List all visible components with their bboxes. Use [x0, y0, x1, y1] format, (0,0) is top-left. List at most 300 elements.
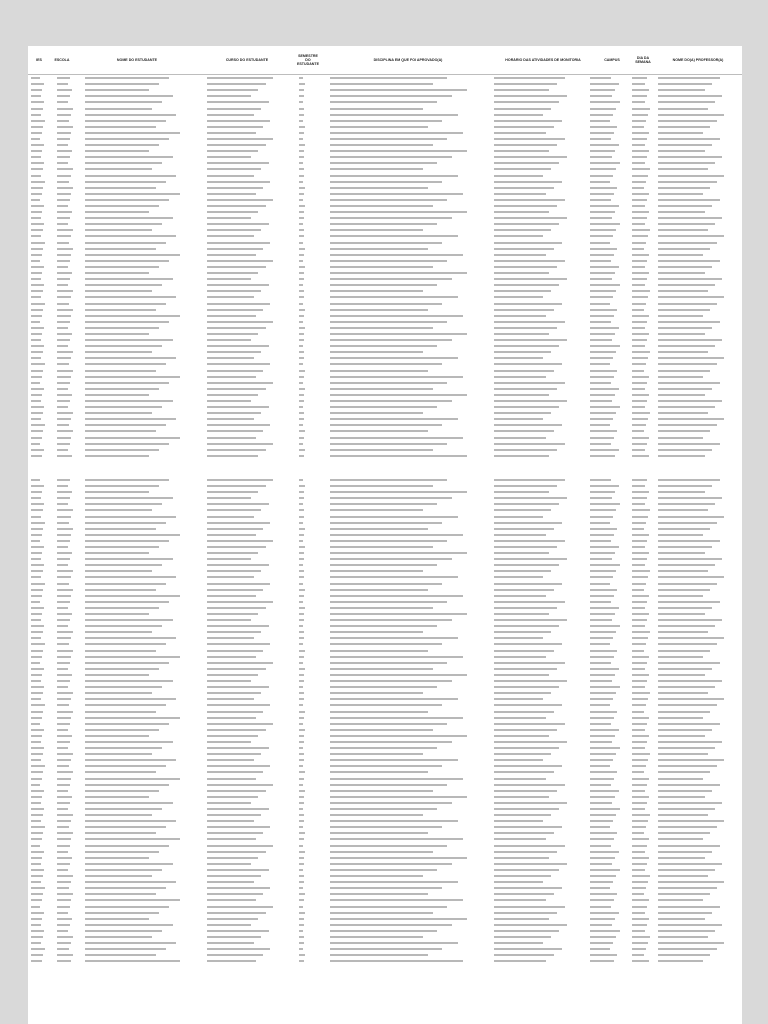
- cell-ies-placeholder: [31, 430, 51, 432]
- unreadable-text-bar: [330, 832, 428, 834]
- unreadable-text-bar: [31, 826, 45, 828]
- unreadable-text-bar: [632, 181, 646, 183]
- unreadable-text-bar: [590, 723, 611, 725]
- cell-disciplina-placeholder: [330, 906, 488, 908]
- cell-campus-placeholder: [590, 315, 627, 317]
- cell-nome-estudante-placeholder: [85, 388, 200, 390]
- cell-campus-placeholder: [590, 156, 627, 158]
- unreadable-text-bar: [590, 832, 618, 834]
- cell-professor-placeholder: [658, 503, 739, 505]
- unreadable-text-bar: [207, 162, 269, 164]
- cell-disciplina-placeholder: [330, 211, 488, 213]
- cell-ies-placeholder: [31, 948, 51, 950]
- header-cell-semestre: SEMESTRE DO ESTUDANTE: [297, 53, 319, 67]
- unreadable-text-bar: [330, 491, 467, 493]
- unreadable-text-bar: [658, 235, 724, 237]
- unreadable-text-bar: [299, 814, 305, 816]
- unreadable-text-bar: [85, 662, 169, 664]
- cell-campus-placeholder: [590, 589, 627, 591]
- cell-nome-estudante-placeholder: [85, 607, 200, 609]
- cell-dia-semana-placeholder: [632, 187, 652, 189]
- cell-professor-placeholder: [658, 564, 739, 566]
- unreadable-text-bar: [330, 875, 423, 877]
- unreadable-text-bar: [330, 345, 437, 347]
- cell-semestre-placeholder: [299, 881, 325, 883]
- cell-campus-placeholder: [590, 570, 627, 572]
- cell-disciplina-placeholder: [330, 248, 488, 250]
- unreadable-text-bar: [207, 351, 261, 353]
- unreadable-text-bar: [590, 814, 617, 816]
- cell-disciplina-placeholder: [330, 650, 488, 652]
- unreadable-text-bar: [207, 443, 273, 445]
- cell-campus-placeholder: [590, 229, 627, 231]
- unreadable-text-bar: [590, 455, 616, 457]
- cell-horario-placeholder: [494, 613, 584, 615]
- cell-semestre-placeholder: [299, 248, 325, 250]
- unreadable-text-bar: [207, 83, 266, 85]
- unreadable-text-bar: [31, 333, 42, 335]
- cell-nome-estudante-placeholder: [85, 717, 200, 719]
- unreadable-text-bar: [31, 108, 43, 110]
- cell-disciplina-placeholder: [330, 89, 488, 91]
- cell-curso-placeholder: [207, 930, 293, 932]
- cell-horario-placeholder: [494, 930, 584, 932]
- cell-campus-placeholder: [590, 802, 627, 804]
- cell-escola-placeholder: [57, 906, 79, 908]
- cell-horario-placeholder: [494, 631, 584, 633]
- cell-professor-placeholder: [658, 406, 739, 408]
- cell-horario-placeholder: [494, 126, 584, 128]
- unreadable-text-bar: [57, 242, 69, 244]
- cell-disciplina-placeholder: [330, 278, 488, 280]
- cell-professor-placeholder: [658, 449, 739, 451]
- cell-horario-placeholder: [494, 656, 584, 658]
- unreadable-text-bar: [31, 376, 42, 378]
- unreadable-text-bar: [31, 199, 40, 201]
- cell-semestre-placeholder: [299, 424, 325, 426]
- cell-escola-placeholder: [57, 485, 79, 487]
- cell-curso-placeholder: [207, 662, 293, 664]
- unreadable-text-bar: [57, 89, 72, 91]
- unreadable-text-bar: [299, 613, 305, 615]
- unreadable-text-bar: [207, 838, 257, 840]
- cell-semestre-placeholder: [299, 144, 325, 146]
- unreadable-text-bar: [590, 619, 612, 621]
- cell-nome-estudante-placeholder: [85, 796, 200, 798]
- unreadable-text-bar: [632, 497, 647, 499]
- unreadable-text-bar: [299, 607, 305, 609]
- unreadable-text-bar: [85, 254, 180, 256]
- cell-horario-placeholder: [494, 509, 584, 511]
- unreadable-text-bar: [207, 309, 264, 311]
- cell-campus-placeholder: [590, 674, 627, 676]
- cell-disciplina-placeholder: [330, 455, 488, 457]
- unreadable-text-bar: [658, 869, 714, 871]
- cell-campus-placeholder: [590, 759, 627, 761]
- cell-escola-placeholder: [57, 619, 79, 621]
- cell-horario-placeholder: [494, 540, 584, 542]
- unreadable-text-bar: [494, 692, 551, 694]
- cell-nome-estudante-placeholder: [85, 686, 200, 688]
- unreadable-text-bar: [330, 449, 432, 451]
- cell-escola-placeholder: [57, 802, 79, 804]
- cell-semestre-placeholder: [299, 869, 325, 871]
- cell-curso-placeholder: [207, 437, 293, 439]
- cell-curso-placeholder: [207, 430, 293, 432]
- unreadable-text-bar: [207, 790, 266, 792]
- unreadable-text-bar: [658, 284, 714, 286]
- cell-ies-placeholder: [31, 235, 51, 237]
- cell-escola-placeholder: [57, 95, 79, 97]
- unreadable-text-bar: [299, 759, 304, 761]
- cell-dia-semana-placeholder: [632, 144, 652, 146]
- unreadable-text-bar: [57, 546, 68, 548]
- unreadable-text-bar: [590, 778, 615, 780]
- unreadable-text-bar: [207, 235, 254, 237]
- unreadable-text-bar: [57, 589, 73, 591]
- unreadable-text-bar: [85, 576, 176, 578]
- unreadable-text-bar: [85, 150, 148, 152]
- unreadable-text-bar: [31, 778, 42, 780]
- unreadable-text-bar: [31, 321, 40, 323]
- cell-escola-placeholder: [57, 114, 79, 116]
- cell-professor-placeholder: [658, 741, 739, 743]
- unreadable-text-bar: [590, 863, 612, 865]
- unreadable-text-bar: [57, 491, 72, 493]
- unreadable-text-bar: [31, 522, 45, 524]
- cell-ies-placeholder: [31, 942, 51, 944]
- unreadable-text-bar: [330, 138, 447, 140]
- unreadable-text-bar: [658, 437, 702, 439]
- unreadable-text-bar: [207, 138, 273, 140]
- cell-ies-placeholder: [31, 509, 51, 511]
- unreadable-text-bar: [494, 759, 543, 761]
- unreadable-text-bar: [299, 826, 303, 828]
- unreadable-text-bar: [85, 315, 180, 317]
- cell-professor-placeholder: [658, 637, 739, 639]
- cell-professor-placeholder: [658, 851, 739, 853]
- unreadable-text-bar: [658, 108, 707, 110]
- unreadable-text-bar: [57, 418, 71, 420]
- unreadable-text-bar: [330, 321, 447, 323]
- unreadable-text-bar: [658, 83, 712, 85]
- unreadable-text-bar: [658, 522, 717, 524]
- unreadable-text-bar: [590, 424, 610, 426]
- cell-escola-placeholder: [57, 717, 79, 719]
- cell-campus-placeholder: [590, 455, 627, 457]
- cell-escola-placeholder: [57, 382, 79, 384]
- unreadable-text-bar: [299, 229, 305, 231]
- unreadable-text-bar: [85, 583, 166, 585]
- unreadable-text-bar: [31, 765, 45, 767]
- unreadable-text-bar: [207, 717, 257, 719]
- unreadable-text-bar: [494, 948, 562, 950]
- cell-disciplina-placeholder: [330, 723, 488, 725]
- unreadable-text-bar: [330, 388, 432, 390]
- cell-curso-placeholder: [207, 802, 293, 804]
- unreadable-text-bar: [57, 193, 71, 195]
- cell-disciplina-placeholder: [330, 363, 488, 365]
- cell-curso-placeholder: [207, 345, 293, 347]
- cell-nome-estudante-placeholder: [85, 619, 200, 621]
- unreadable-text-bar: [207, 924, 252, 926]
- unreadable-text-bar: [632, 491, 649, 493]
- cell-professor-placeholder: [658, 832, 739, 834]
- cell-dia-semana-placeholder: [632, 625, 652, 627]
- cell-disciplina-placeholder: [330, 765, 488, 767]
- unreadable-text-bar: [658, 595, 702, 597]
- unreadable-text-bar: [207, 692, 261, 694]
- cell-curso-placeholder: [207, 826, 293, 828]
- cell-campus-placeholder: [590, 120, 627, 122]
- unreadable-text-bar: [658, 120, 717, 122]
- unreadable-text-bar: [299, 168, 305, 170]
- unreadable-text-bar: [494, 936, 551, 938]
- unreadable-text-bar: [590, 790, 619, 792]
- cell-professor-placeholder: [658, 108, 739, 110]
- header-cell-campus: CAMPUS: [604, 57, 620, 62]
- cell-nome-estudante-placeholder: [85, 205, 200, 207]
- cell-professor-placeholder: [658, 942, 739, 944]
- cell-campus-placeholder: [590, 357, 627, 359]
- unreadable-text-bar: [590, 796, 616, 798]
- cell-nome-estudante-placeholder: [85, 912, 200, 914]
- cell-horario-placeholder: [494, 101, 584, 103]
- cell-semestre-placeholder: [299, 814, 325, 816]
- unreadable-text-bar: [632, 205, 644, 207]
- cell-disciplina-placeholder: [330, 540, 488, 542]
- cell-semestre-placeholder: [299, 229, 325, 231]
- cell-semestre-placeholder: [299, 345, 325, 347]
- unreadable-text-bar: [658, 382, 719, 384]
- unreadable-text-bar: [632, 753, 650, 755]
- cell-campus-placeholder: [590, 893, 627, 895]
- unreadable-text-bar: [632, 327, 644, 329]
- unreadable-text-bar: [57, 223, 68, 225]
- unreadable-text-bar: [590, 357, 613, 359]
- cell-semestre-placeholder: [299, 906, 325, 908]
- cell-professor-placeholder: [658, 205, 739, 207]
- unreadable-text-bar: [658, 168, 707, 170]
- cell-curso-placeholder: [207, 491, 293, 493]
- cell-ies-placeholder: [31, 522, 51, 524]
- unreadable-text-bar: [57, 741, 70, 743]
- cell-campus-placeholder: [590, 637, 627, 639]
- cell-curso-placeholder: [207, 936, 293, 938]
- header-cell-ies: IES: [36, 57, 42, 62]
- unreadable-text-bar: [330, 625, 437, 627]
- unreadable-text-bar: [57, 150, 72, 152]
- unreadable-text-bar: [330, 77, 447, 79]
- unreadable-text-bar: [207, 205, 266, 207]
- cell-campus-placeholder: [590, 845, 627, 847]
- unreadable-text-bar: [85, 242, 166, 244]
- cell-dia-semana-placeholder: [632, 589, 652, 591]
- cell-campus-placeholder: [590, 199, 627, 201]
- cell-curso-placeholder: [207, 808, 293, 810]
- unreadable-text-bar: [31, 114, 41, 116]
- cell-semestre-placeholder: [299, 254, 325, 256]
- unreadable-text-bar: [330, 637, 458, 639]
- cell-disciplina-placeholder: [330, 150, 488, 152]
- unreadable-text-bar: [57, 388, 68, 390]
- cell-horario-placeholder: [494, 546, 584, 548]
- cell-disciplina-placeholder: [330, 808, 488, 810]
- cell-curso-placeholder: [207, 376, 293, 378]
- cell-campus-placeholder: [590, 296, 627, 298]
- cell-dia-semana-placeholder: [632, 558, 652, 560]
- cell-semestre-placeholder: [299, 948, 325, 950]
- cell-semestre-placeholder: [299, 327, 325, 329]
- unreadable-text-bar: [494, 765, 562, 767]
- unreadable-text-bar: [330, 168, 423, 170]
- unreadable-text-bar: [658, 881, 724, 883]
- unreadable-text-bar: [31, 631, 43, 633]
- cell-escola-placeholder: [57, 345, 79, 347]
- cell-horario-placeholder: [494, 479, 584, 481]
- unreadable-text-bar: [330, 303, 442, 305]
- cell-dia-semana-placeholder: [632, 540, 652, 542]
- unreadable-text-bar: [632, 863, 647, 865]
- unreadable-text-bar: [57, 430, 73, 432]
- unreadable-text-bar: [207, 437, 257, 439]
- cell-professor-placeholder: [658, 826, 739, 828]
- unreadable-text-bar: [299, 315, 304, 317]
- unreadable-text-bar: [31, 217, 41, 219]
- unreadable-text-bar: [85, 175, 176, 177]
- cell-nome-estudante-placeholder: [85, 333, 200, 335]
- unreadable-text-bar: [31, 735, 42, 737]
- cell-disciplina-placeholder: [330, 382, 488, 384]
- unreadable-text-bar: [207, 619, 252, 621]
- cell-dia-semana-placeholder: [632, 771, 652, 773]
- cell-horario-placeholder: [494, 412, 584, 414]
- unreadable-text-bar: [494, 595, 546, 597]
- cell-ies-placeholder: [31, 857, 51, 859]
- unreadable-text-bar: [207, 333, 259, 335]
- unreadable-text-bar: [207, 229, 261, 231]
- unreadable-text-bar: [207, 108, 261, 110]
- unreadable-text-bar: [632, 351, 650, 353]
- unreadable-text-bar: [658, 528, 710, 530]
- cell-dia-semana-placeholder: [632, 546, 652, 548]
- cell-campus-placeholder: [590, 576, 627, 578]
- unreadable-text-bar: [85, 650, 155, 652]
- cell-professor-placeholder: [658, 680, 739, 682]
- cell-ies-placeholder: [31, 717, 51, 719]
- unreadable-text-bar: [57, 765, 69, 767]
- cell-nome-estudante-placeholder: [85, 589, 200, 591]
- unreadable-text-bar: [330, 753, 423, 755]
- unreadable-text-bar: [207, 814, 261, 816]
- unreadable-text-bar: [658, 552, 705, 554]
- unreadable-text-bar: [299, 217, 304, 219]
- unreadable-text-bar: [57, 875, 72, 877]
- unreadable-text-bar: [57, 187, 73, 189]
- cell-curso-placeholder: [207, 199, 293, 201]
- unreadable-text-bar: [207, 199, 273, 201]
- cell-disciplina-placeholder: [330, 272, 488, 274]
- cell-horario-placeholder: [494, 296, 584, 298]
- cell-dia-semana-placeholder: [632, 321, 652, 323]
- cell-campus-placeholder: [590, 881, 627, 883]
- cell-professor-placeholder: [658, 455, 739, 457]
- cell-disciplina-placeholder: [330, 412, 488, 414]
- unreadable-text-bar: [658, 491, 705, 493]
- unreadable-text-bar: [632, 717, 648, 719]
- unreadable-text-bar: [57, 406, 68, 408]
- unreadable-text-bar: [590, 808, 620, 810]
- cell-escola-placeholder: [57, 704, 79, 706]
- unreadable-text-bar: [299, 930, 303, 932]
- unreadable-text-bar: [85, 607, 159, 609]
- cell-horario-placeholder: [494, 162, 584, 164]
- unreadable-text-bar: [658, 101, 714, 103]
- cell-curso-placeholder: [207, 595, 293, 597]
- cell-curso-placeholder: [207, 771, 293, 773]
- cell-escola-placeholder: [57, 759, 79, 761]
- unreadable-text-bar: [658, 893, 710, 895]
- unreadable-text-bar: [57, 686, 68, 688]
- cell-ies-placeholder: [31, 491, 51, 493]
- unreadable-text-bar: [85, 181, 166, 183]
- cell-horario-placeholder: [494, 217, 584, 219]
- unreadable-text-bar: [494, 382, 565, 384]
- unreadable-text-bar: [57, 576, 71, 578]
- cell-curso-placeholder: [207, 832, 293, 834]
- cell-semestre-placeholder: [299, 704, 325, 706]
- unreadable-text-bar: [85, 863, 173, 865]
- cell-escola-placeholder: [57, 522, 79, 524]
- unreadable-text-bar: [632, 382, 646, 384]
- unreadable-text-bar: [632, 887, 646, 889]
- cell-ies-placeholder: [31, 735, 51, 737]
- unreadable-text-bar: [590, 607, 619, 609]
- unreadable-text-bar: [57, 290, 72, 292]
- cell-semestre-placeholder: [299, 595, 325, 597]
- unreadable-text-bar: [31, 370, 43, 372]
- unreadable-text-bar: [85, 339, 173, 341]
- cell-ies-placeholder: [31, 832, 51, 834]
- cell-curso-placeholder: [207, 759, 293, 761]
- unreadable-text-bar: [57, 479, 70, 481]
- cell-escola-placeholder: [57, 370, 79, 372]
- unreadable-text-bar: [494, 175, 543, 177]
- unreadable-text-bar: [494, 156, 568, 158]
- unreadable-text-bar: [658, 211, 705, 213]
- unreadable-text-bar: [330, 735, 467, 737]
- cell-escola-placeholder: [57, 942, 79, 944]
- unreadable-text-bar: [57, 315, 71, 317]
- unreadable-text-bar: [590, 729, 619, 731]
- unreadable-text-bar: [299, 650, 305, 652]
- unreadable-text-bar: [632, 680, 647, 682]
- unreadable-text-bar: [207, 284, 269, 286]
- cell-nome-estudante-placeholder: [85, 223, 200, 225]
- cell-escola-placeholder: [57, 296, 79, 298]
- unreadable-text-bar: [31, 132, 42, 134]
- cell-ies-placeholder: [31, 370, 51, 372]
- cell-campus-placeholder: [590, 918, 627, 920]
- unreadable-text-bar: [632, 315, 648, 317]
- unreadable-text-bar: [330, 778, 462, 780]
- unreadable-text-bar: [590, 284, 620, 286]
- unreadable-text-bar: [632, 284, 645, 286]
- unreadable-text-bar: [632, 138, 646, 140]
- unreadable-text-bar: [330, 808, 437, 810]
- unreadable-text-bar: [299, 674, 305, 676]
- cell-semestre-placeholder: [299, 540, 325, 542]
